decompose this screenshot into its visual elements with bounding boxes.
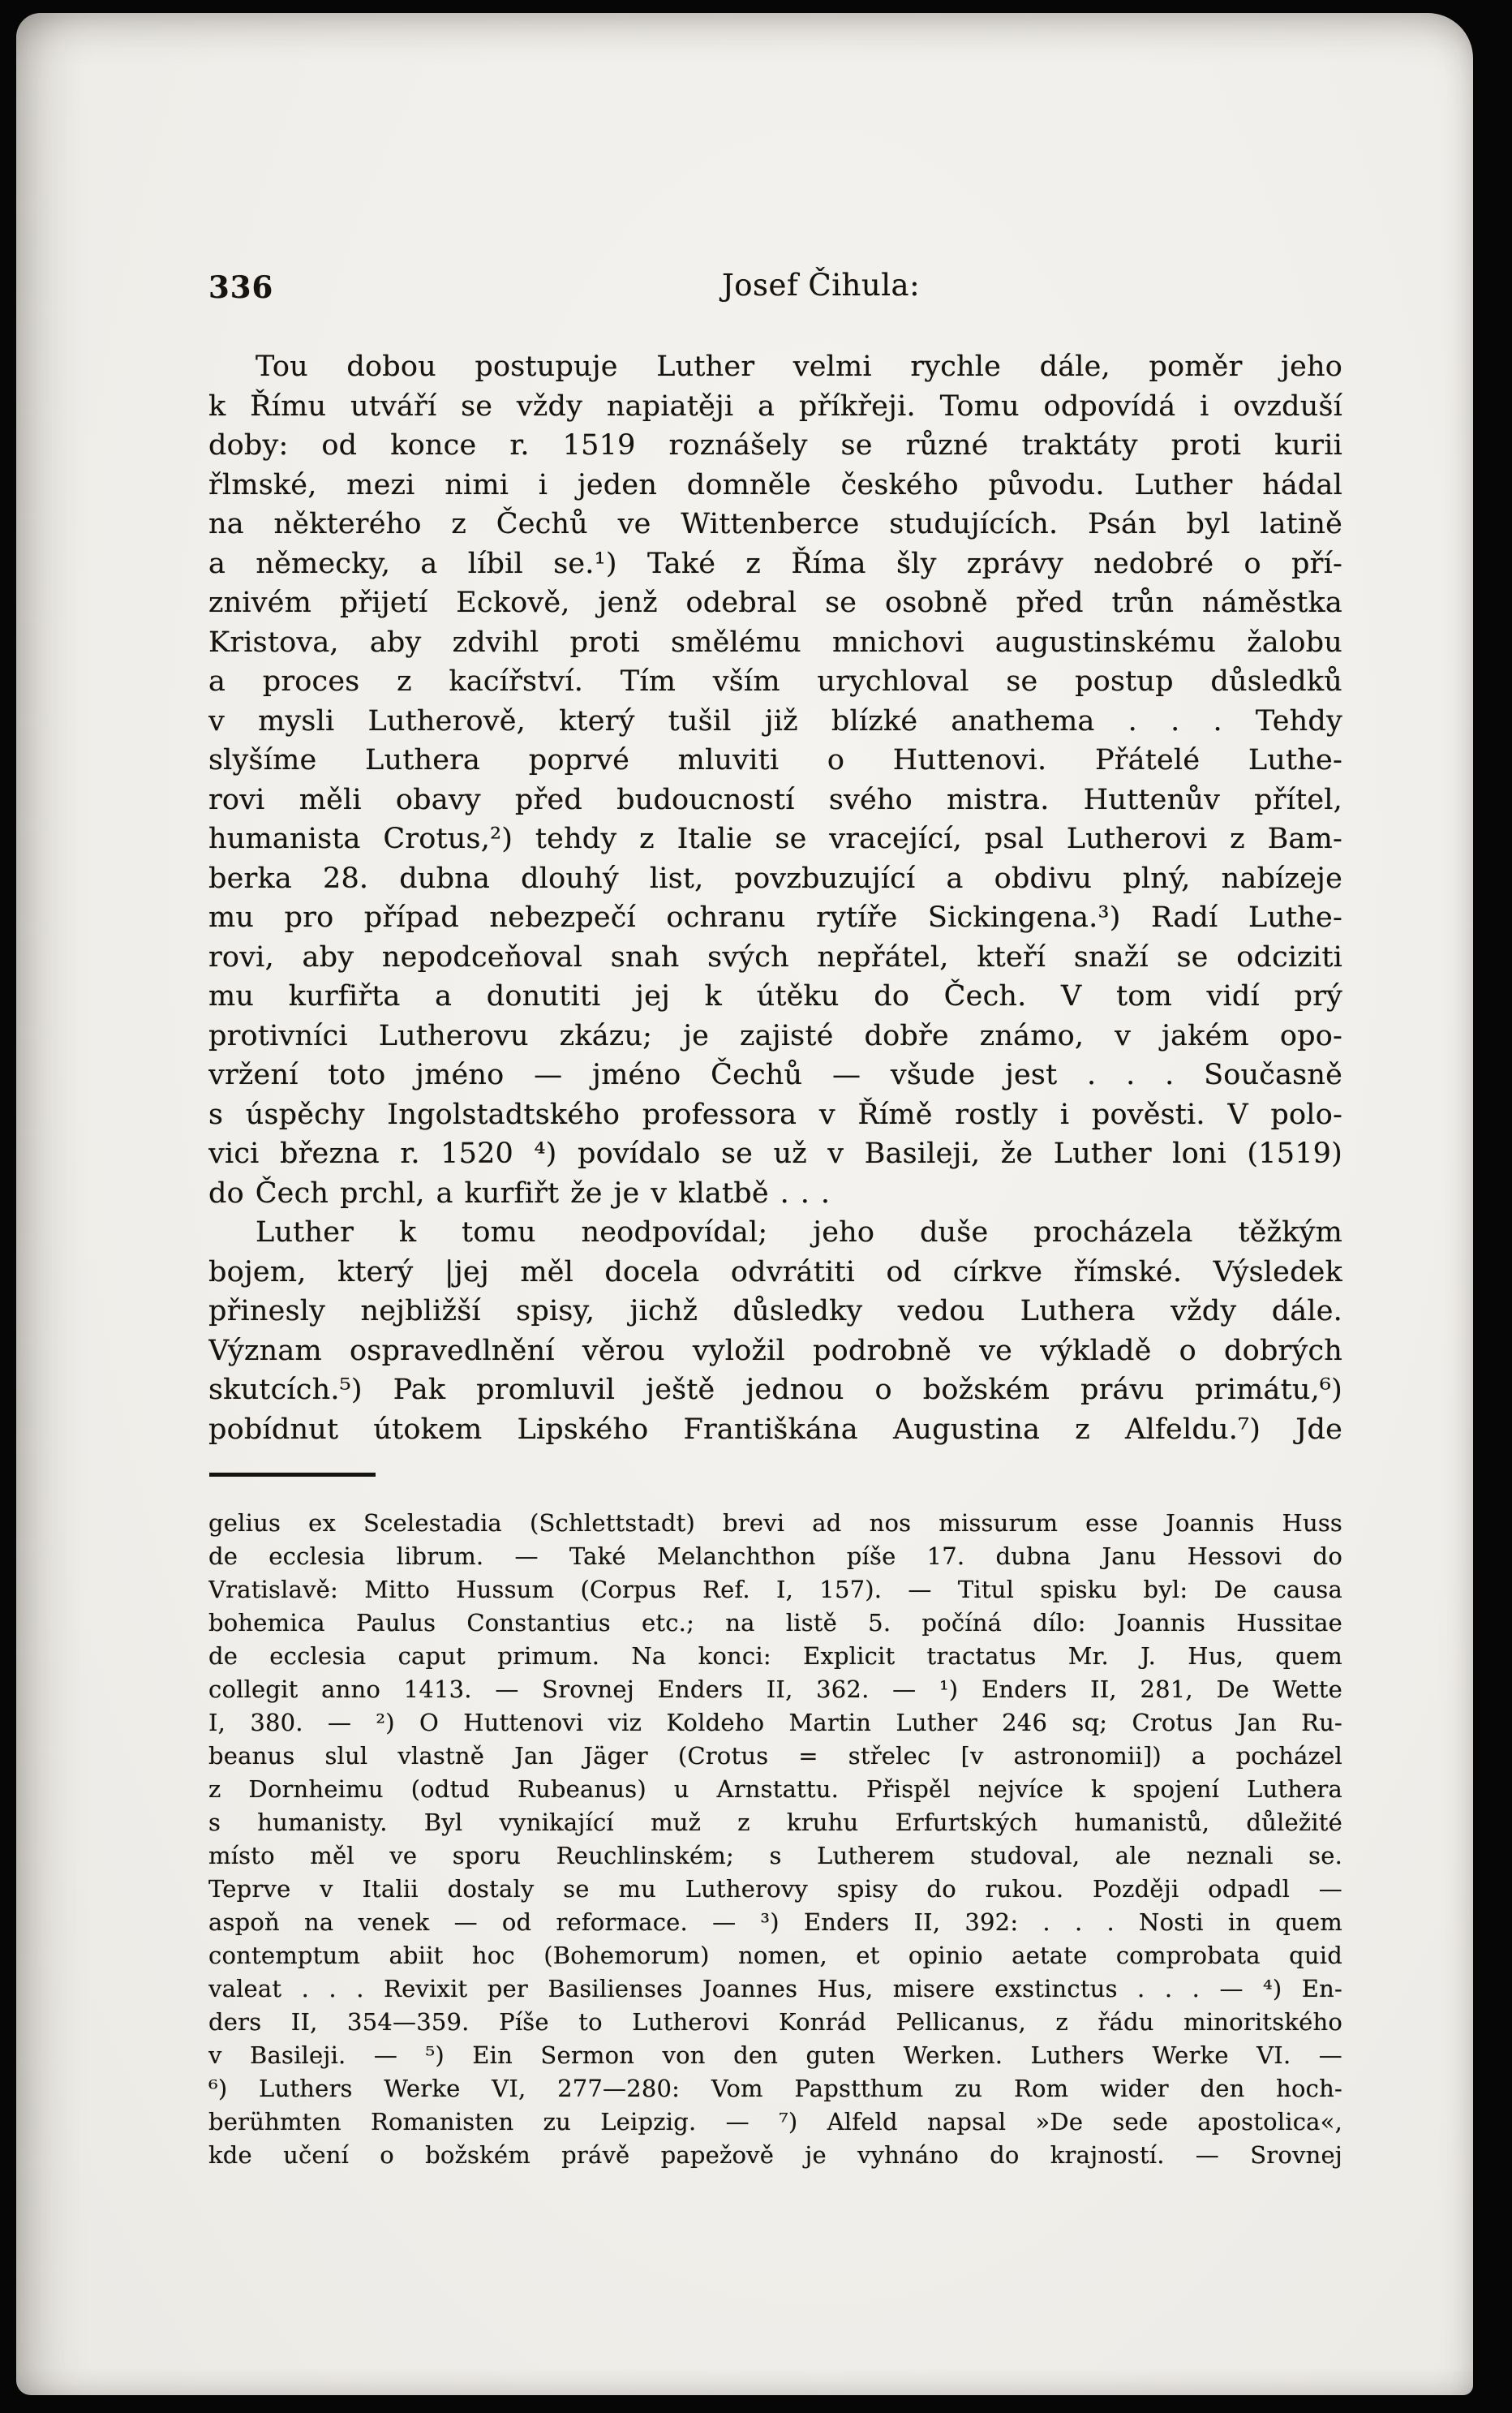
body-line: Luther k tomu neodpovídal; jeho duše procházela těžkým (256, 1216, 1342, 1249)
footnote-line: kde učení o božském právě papežově je vyhnáno do krajností. — Srovnej (208, 2141, 1342, 2169)
body-line: berka 28. dubna dlouhý list, povzbuzující a obdivu plný, nabízeje (208, 862, 1342, 895)
body-line: doby: od konce r. 1519 roznášely se různé traktáty proti kurii (208, 429, 1342, 462)
footnote-line: contemptum abiit hoc (Bohemorum) nomen, et opinio aetate comprobata quid (208, 1942, 1342, 1969)
paper-sheet (16, 13, 1473, 2395)
footnote-line: místo měl ve sporu Reuchlinském; s Lutherem studoval, ale neznali se. (208, 1842, 1342, 1869)
body-line: mu pro případ nebezpečí ochranu rytíře Sickingena.³) Radí Luthe- (208, 901, 1342, 934)
footnote-line: valeat . . . Revixit per Basilienses Joannes Hus, misere exstinctus . . . — ⁴) En- (208, 1975, 1342, 2002)
body-line: rovi, aby nepodceňoval snah svých nepřátel, kteří snaží se odciziti (208, 940, 1342, 974)
footnote-line: Vratislavě: Mitto Hussum (Corpus Ref. I, 157). — Titul spisku byl: De causa (208, 1576, 1342, 1603)
body-line: protivníci Lutherovu zkázu; je zajisté dobře známo, v jakém opo- (208, 1019, 1342, 1052)
body-line: k Římu utváří se vždy napiatěji a příkřeji. Tomu odpovídá i ovzduší (208, 389, 1342, 423)
body-line: řlmské, mezi nimi i jeden domněle českého původu. Luther hádal (208, 468, 1342, 501)
running-title-author: Josef Čihula: (721, 268, 921, 303)
body-line: s úspěchy Ingolstadtského professora v Římě rostly i pověsti. V polo- (208, 1098, 1342, 1131)
body-line: slyšíme Luthera poprvé mluviti o Huttenovi. Přátelé Luthe- (208, 744, 1342, 776)
body-line: mu kurfiřta a donutiti jej k útěku do Čech. V tom vidí prý (208, 980, 1342, 1013)
body-line: pobídnut útokem Lipského Františkána Augustina z Alfeldu.⁷) Jde (208, 1413, 1342, 1446)
body-line: na některého z Čechů ve Wittenberce studujících. Psán byl latině (208, 508, 1342, 540)
footnote-line: ⁶) Luthers Werke VI, 277—280: Vom Papstthum zu Rom wider den hoch- (208, 2075, 1342, 2102)
footnote-line: beanus slul vlastně Jan Jäger (Crotus = střelec [v astronomii]) a pocházel (208, 1742, 1342, 1770)
footnote-line: s humanisty. Byl vynikající muž z kruhu Erfurtských humanistů, důležité (208, 1809, 1342, 1836)
body-text-column (208, 347, 1342, 1449)
footnotes-block (208, 1507, 1342, 2172)
body-line: znivém přijetí Eckově, jenž odebral se osobně před trůn náměstka (208, 587, 1342, 619)
footnote-line: de ecclesia librum. — Také Melanchthon píše 17. dubna Janu Hessovi do (208, 1542, 1342, 1570)
footnote-line: bohemica Paulus Constantius etc.; na listě 5. počíná dílo: Joannis Hussitae (208, 1609, 1342, 1637)
body-line: bojem, který |jej měl docela odvrátiti od církve římské. Výsledek (208, 1255, 1342, 1288)
footnote-line: gelius ex Scelestadia (Schlettstadt) brevi ad nos missurum esse Joannis Huss (208, 1509, 1342, 1537)
body-line: a proces z kacířství. Tím vším urychloval se postup důsledků (208, 665, 1342, 698)
footnote-line: aspoň na venek — od reformace. — ³) Enders II, 392: . . . Nosti in quem (208, 1908, 1342, 1936)
body-line: rovi měli obavy před budoucností svého mistra. Huttenův přítel, (208, 783, 1342, 816)
body-line: v mysli Lutherově, který tušil již blízké anathema . . . Tehdy (208, 704, 1342, 738)
footnote-line: Teprve v Italii dostaly se mu Lutherovy spisy do rukou. Později odpadl — (208, 1875, 1342, 1903)
footnote-line: de ecclesia caput primum. Na konci: Explicit tractatus Mr. J. Hus, quem (208, 1642, 1342, 1670)
footnote-line: v Basileji. — ⁵) Ein Sermon von den guten Werken. Luthers Werke VI. — (208, 2041, 1342, 2069)
body-line: skutcích.⁵) Pak promluvil ještě jednou o božském právu primátu,⁶) (208, 1374, 1342, 1406)
footnote-line: berühmten Romanisten zu Leipzig. — ⁷) Alfeld napsal »De sede apostolica«, (208, 2108, 1342, 2136)
body-line: Význam ospravedlnění věrou vyložil podrobně ve výkladě o dobrých (208, 1334, 1342, 1367)
footnote-line: z Dornheimu (odtud Rubeanus) u Arnstattu. Přispěl nejvíce k spojení Luthera (208, 1775, 1342, 1803)
body-line: Kristova, aby zdvihl proti smělému mnichovi augustinskému žalobu (208, 626, 1342, 659)
footnote-line: ders II, 354—359. Píše to Lutherovi Konrád Pellicanus, z řádu minoritského (208, 2008, 1342, 2036)
footnote-separator-rule (209, 1473, 376, 1477)
body-line: vržení toto jméno — jméno Čechů — všude jest . . . Současně (208, 1059, 1342, 1091)
body-line: přinesly nejbližší spisy, jichž důsledky vedou Luthera vždy dále. (208, 1295, 1342, 1327)
page-number: 336 (208, 269, 274, 305)
body-line: Tou dobou postupuje Luther velmi rychle dále, poměr jeho (256, 351, 1342, 383)
body-line: do Čech prchl, a kurfiřt že je v klatbě . . . (208, 1176, 831, 1210)
footnote-line: I, 380. — ²) O Huttenovi viz Koldeho Martin Luther 246 sq; Crotus Jan Ru- (208, 1709, 1342, 1736)
body-line: vici března r. 1520 ⁴) povídalo se už v Basileji, že Luther loni (1519) (208, 1138, 1342, 1170)
footnote-line: collegit anno 1413. — Srovnej Enders II, 362. — ¹) Enders II, 281, De Wette (208, 1675, 1342, 1703)
body-line: a německy, a líbil se.¹) Také z Říma šly zprávy nedobré o pří- (208, 547, 1342, 580)
body-line: humanista Crotus,²) tehdy z Italie se vracející, psal Lutherovi z Bam- (208, 823, 1342, 855)
